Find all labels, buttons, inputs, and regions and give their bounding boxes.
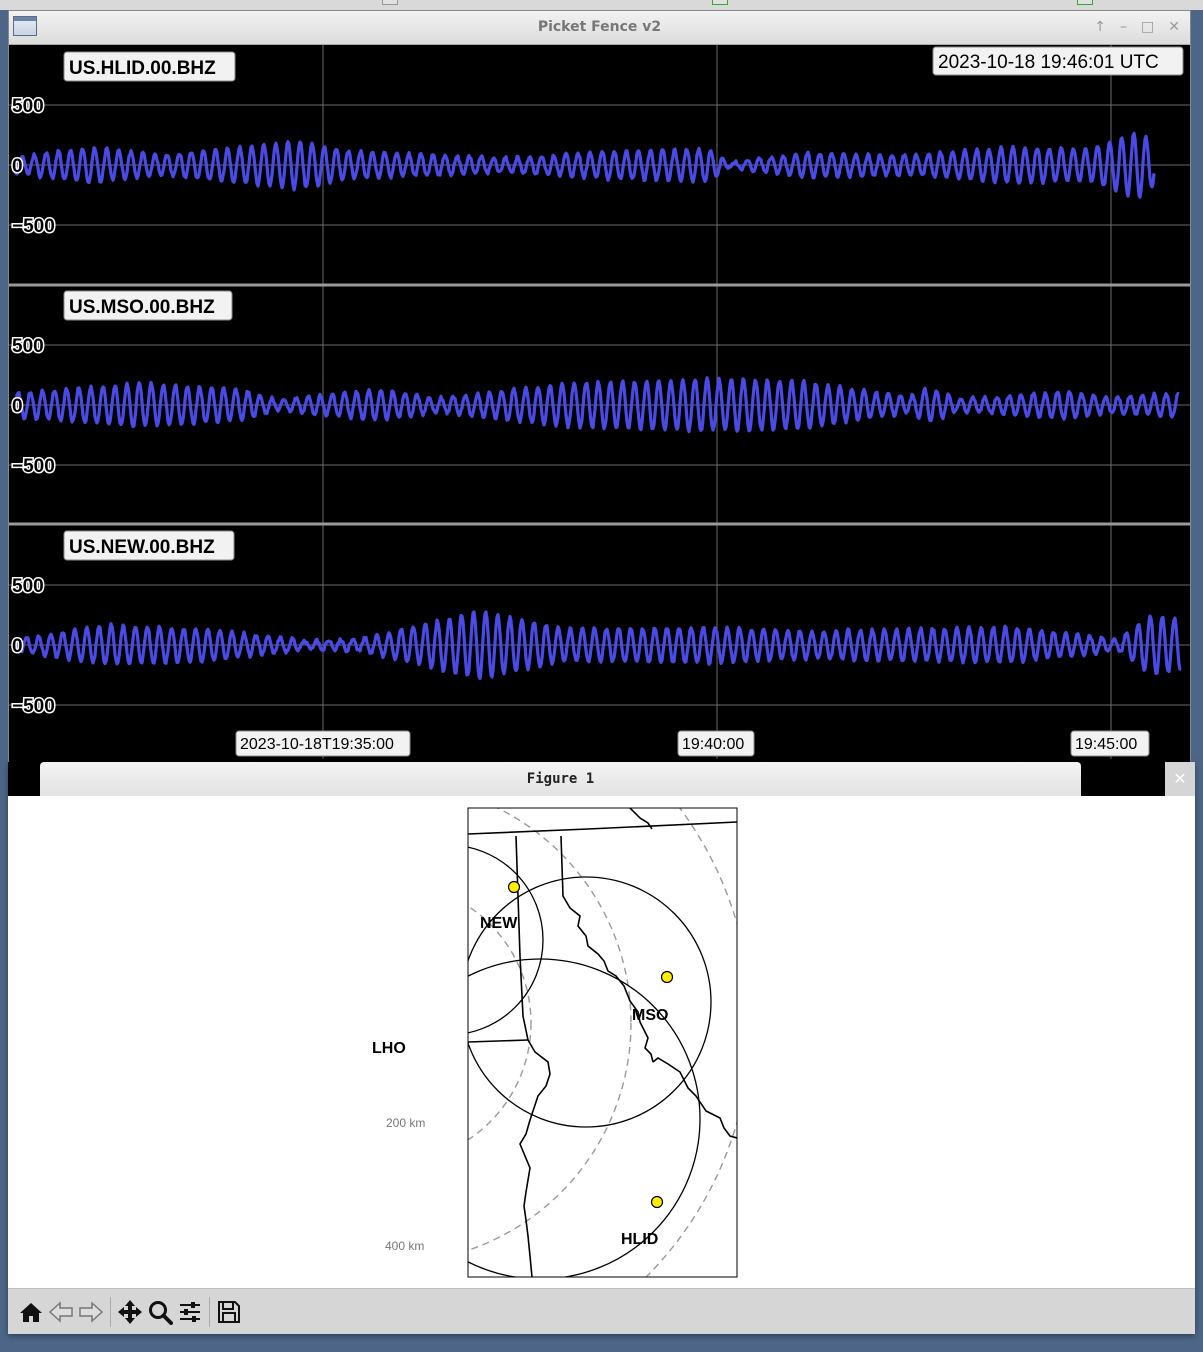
station-markers	[509, 882, 673, 1208]
window-title: Picket Fence v2	[537, 19, 662, 35]
station-label-mso: US.MSO.00.BHZ	[69, 297, 215, 318]
toolbar-separator	[110, 1297, 111, 1327]
close-button[interactable]: ✕	[1168, 19, 1180, 35]
matplotlib-toolbar	[8, 1288, 1195, 1334]
zoom-button[interactable]	[145, 1295, 175, 1329]
ytick-hlid-500: 500	[12, 96, 44, 117]
picket-fence-titlebar[interactable]	[9, 11, 1190, 45]
home-icon	[19, 1301, 43, 1323]
station-marker-mso[interactable]	[662, 972, 673, 983]
station-label-new: US.NEW.00.BHZ	[69, 537, 215, 558]
station-name-lho: LHO	[372, 1040, 406, 1057]
station-marker-new[interactable]	[509, 882, 520, 893]
ytick-hlid-0: 0	[12, 156, 23, 177]
seismogram-plot[interactable]	[9, 45, 1190, 769]
back-arrow-icon	[48, 1301, 74, 1323]
figure-close-icon[interactable]: ✕	[1165, 762, 1195, 796]
back-button[interactable]	[46, 1295, 76, 1329]
ytick-new-0: 0	[12, 636, 23, 657]
ytick-new-neg500: −500	[12, 696, 55, 717]
zoom-icon	[147, 1299, 173, 1325]
xtick-1935: 2023-10-18T19:35:00	[240, 736, 394, 753]
figure-window	[8, 762, 1195, 1334]
station-map[interactable]	[8, 796, 1195, 1288]
station-name-new: NEW	[480, 915, 518, 932]
desktop-top-strip	[0, 0, 1203, 10]
pan-icon	[117, 1299, 143, 1325]
figure-titlebar[interactable]	[8, 762, 1195, 796]
ytick-hlid-neg500: −500	[12, 216, 55, 237]
distance-label-200: 200 km	[386, 1116, 426, 1130]
ytick-mso-0: 0	[12, 396, 23, 417]
xtick-1940: 19:40:00	[682, 736, 745, 753]
ytick-mso-neg500: −500	[12, 456, 55, 477]
station-label-hlid: US.HLID.00.BHZ	[69, 58, 216, 79]
minimize-button[interactable]: –	[1120, 19, 1128, 35]
forward-button[interactable]	[76, 1295, 106, 1329]
configure-subplots-icon	[177, 1299, 203, 1325]
current-time: 2023-10-18 19:46:01 UTC	[938, 52, 1159, 73]
pan-button[interactable]	[115, 1295, 145, 1329]
station-name-hlid: HLID	[621, 1231, 659, 1248]
figure-title: Figure 1	[526, 771, 595, 787]
home-button[interactable]	[16, 1295, 46, 1329]
keep-above-button[interactable]: ↑	[1094, 19, 1107, 35]
forward-arrow-icon	[78, 1301, 104, 1323]
save-button[interactable]	[214, 1295, 244, 1329]
save-icon	[216, 1299, 242, 1325]
configure-subplots-button[interactable]	[175, 1295, 205, 1329]
distance-label-400: 400 km	[385, 1239, 425, 1253]
xtick-1945: 19:45:00	[1075, 736, 1138, 753]
maximize-button[interactable]: □	[1141, 19, 1155, 35]
travel-circles	[353, 845, 711, 1279]
toolbar-separator	[209, 1297, 210, 1327]
ytick-new-500: 500	[12, 576, 44, 597]
station-name-mso: MSO	[632, 1007, 669, 1024]
picket-fence-window	[8, 10, 1191, 770]
ytick-mso-500: 500	[12, 336, 44, 357]
station-marker-hlid[interactable]	[652, 1197, 663, 1208]
